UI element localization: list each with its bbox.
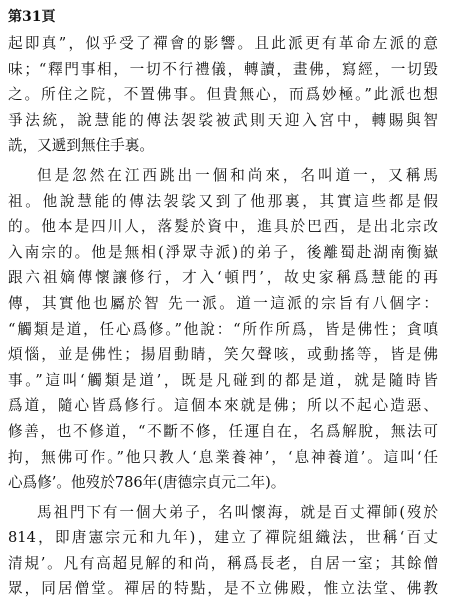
paragraph-2 (8, 163, 438, 496)
text-line: 的。他本是四川人，落髮於資中，進具於巴西，是出北宗改 (8, 218, 438, 236)
text-line: 之。所住之院，不置佛事。但貴無心，而爲妙極。”此派也想 (8, 86, 438, 104)
text-line: 眾，同居僧堂。禪居的特點，是不立佛殿，惟立法堂、佛教 (8, 580, 438, 598)
text-line: “觸類是道，任心爲修。”他說：“所作所爲，皆是佛性；貪嗔 (8, 320, 438, 338)
text-line: 祖。他說慧能的傳法袈裟又到了他那裏，其實這些都是假 (8, 192, 438, 210)
text-line: 爭法統，說慧能的傳法袈裟被武則天迎入宮中，轉賜與智 (8, 111, 438, 129)
paragraph-3 (8, 500, 438, 602)
text-line: 傳，其實他也屬於智 先一派。道一這派的宗旨有八個字： (8, 294, 438, 312)
text-line: 814，即唐憲宗元和九年)，建立了禪院組織法，世稱‘百丈 (8, 529, 438, 547)
text-line: 但是忽然在江西跳出一個和尚來，名叫道一，又稱馬 (37, 166, 438, 184)
text-line: 馬祖門下有一個大弟子，名叫懷海，就是百丈禪師(歿於 (37, 503, 438, 521)
text-line: 入南宗的。他是無相(淨眾寺派)的弟子，後離蜀赴湖南衡嶽 (8, 243, 438, 261)
text-line: 跟六祖嫡傳懷讓修行，才入‘頓門’，故史家稱爲慧能的再 (8, 269, 438, 287)
text-line: 爲道，隨心皆爲修行。這個本來就是佛；所以不起心造惡、 (8, 397, 438, 415)
text-line: 煩惱，並是佛性；揚眉動睛，笑欠聲咳，或動搖等，皆是佛 (8, 346, 438, 364)
text-line: 味；“釋門事相，一切不行禮儀，轉讀，畫佛，寫經，一切毀 (8, 60, 438, 78)
page-number-header: 第31頁 (8, 9, 56, 25)
text-line: 清規’。凡有高超見解的和尚，稱爲長老，自居一室；其餘僧 (8, 554, 438, 572)
text-line: 拘，無佛可作。”他只教人‘息業養神’，‘息神養道’。這叫‘任 (8, 448, 438, 466)
text-line: 事。”這叫‘觸類是道’，既是凡碰到的都是道，就是隨時皆 (8, 371, 438, 389)
text-line: 起即真”，似乎受了禪會的影響。且此派更有革命左派的意 (8, 35, 438, 52)
paragraph-1 (8, 31, 438, 159)
text-line: 修善，也不修道，“不斷不修，任運自在，名爲解脫，無法可 (8, 422, 438, 440)
text-line: 詵，又遞到無住手裏。 (8, 137, 154, 155)
text-line: 心爲修’。他歿於786年(唐德宗貞元二年)。 (8, 474, 286, 492)
